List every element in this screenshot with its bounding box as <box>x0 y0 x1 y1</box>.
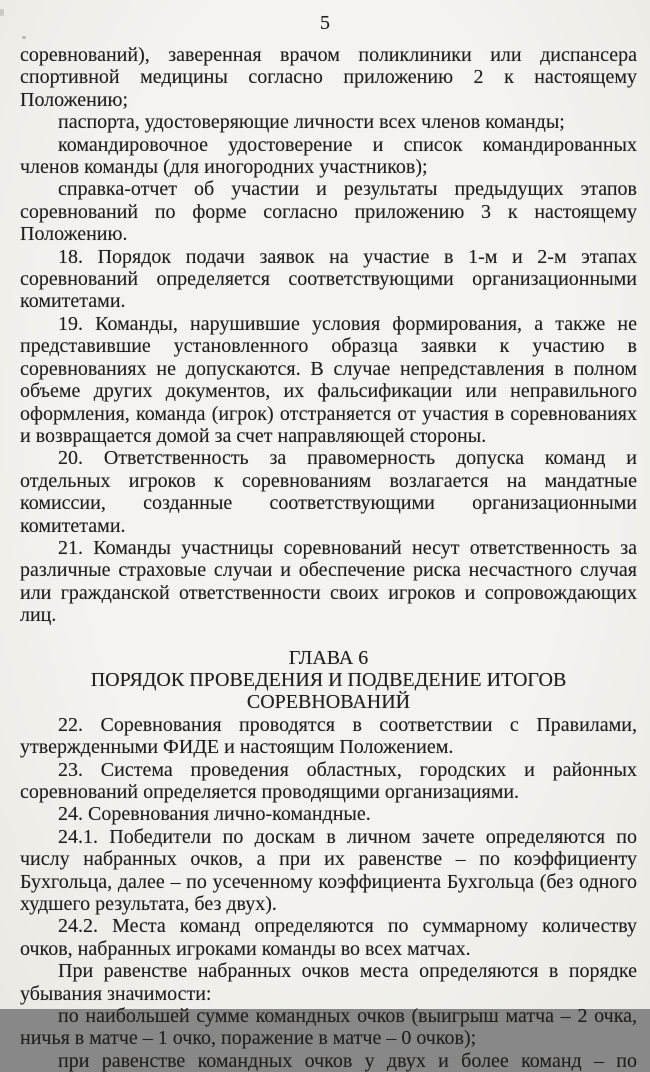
paragraph-report-certificate: справка-отчет об участии и результаты предыдущих этапов соревнований по форме согласно приложению 3 к настоящему Положению. <box>20 178 637 246</box>
paragraph-item-22: 22. Соревнования проводятся в соответствии с Правилами, утвержденными ФИДЕ и настоящим Положением. <box>20 713 637 759</box>
paragraph-tiebreak-intro: При равенстве набранных очков места определяются в порядке убывания значимости: <box>20 960 637 1005</box>
chapter-number: ГЛАВА 6 <box>288 646 369 669</box>
paragraph-tiebreak-team-points: по наибольшей сумме командных очков (выигрыш матча – 2 очка, ничья в матче – 1 очко, поражение в матче – 0 очков); <box>20 1005 637 1050</box>
paragraph-item-24-2: 24.2. Места команд определяются по суммарному количеству очков, набранных игроками команды во всех матчах. <box>20 915 637 960</box>
chapter-title-line-1: ПОРЯДОК ПРОВЕДЕНИЯ И ПОДВЕДЕНИЕ ИТОГОВ <box>90 668 567 691</box>
paragraph-item-18: 18. Порядок подачи заявок на участие в 1-м и 2-м этапах соревнований определяется соответствующими организационными комитетами. <box>20 245 637 313</box>
document-body <box>20 44 637 1072</box>
chapter-heading <box>20 647 637 714</box>
paragraph-item-24: 24. Соревнования лично-командные. <box>58 803 371 826</box>
paragraph-travel-certificate: командировочное удостоверение и список командированных членов команды (для иногородних участников); <box>20 133 637 179</box>
paragraph-passports: паспорта, удостоверяющие личности всех членов команды; <box>58 111 565 134</box>
paragraph-item-19: 19. Команды, нарушившие условия формирования, а также не представившие установленного образца заявки к участию в соревнованиях не допускаются. В случае непредставления в полном объеме других документов, их фальсификации или неправильного оформления, команда (игрок) отстраняется от участия в соревнованиях и возвращается домой за счет направляющей стороны. <box>20 312 637 447</box>
chapter-title-line-2: СОРЕВНОВАНИЙ <box>246 691 411 714</box>
page-number: 5 <box>320 12 330 34</box>
paragraph-item-23: 23. Система проведения областных, городских и районных соревнований определяется проводящими организациями. <box>20 758 637 803</box>
paragraph-item-24-1: 24.1. Победители по доскам в личном зачете определяются по числу набранных очков, а при их равенстве – по коэффициенту Бухгольца, далее – по усеченному коэффициента Бухгольца (без одного худшего результата, без двух). <box>20 825 637 916</box>
paragraph-tiebreak-equal-points: при равенстве командных очков у двух и более команд – по <box>58 1049 637 1072</box>
paragraph-continuation: соревнований), заверенная врачом поликлиники или диспансера спортивной медицины согласно приложению 2 к настоящему Положению; <box>20 44 637 111</box>
scan-speck <box>22 36 26 39</box>
paragraph-item-20: 20. Ответственность за правомерность допуска команд и отдельных игроков к соревнованиям возлагается на мандатные комиссии, созданные соответствующими организационными комитетами. <box>20 447 637 537</box>
paragraph-item-21: 21. Команды участницы соревнований несут ответственность за различные страховые случаи и обеспечение риска несчастного случая или гражданской ответственности своих игроков и сопровождающих лиц. <box>20 536 637 627</box>
